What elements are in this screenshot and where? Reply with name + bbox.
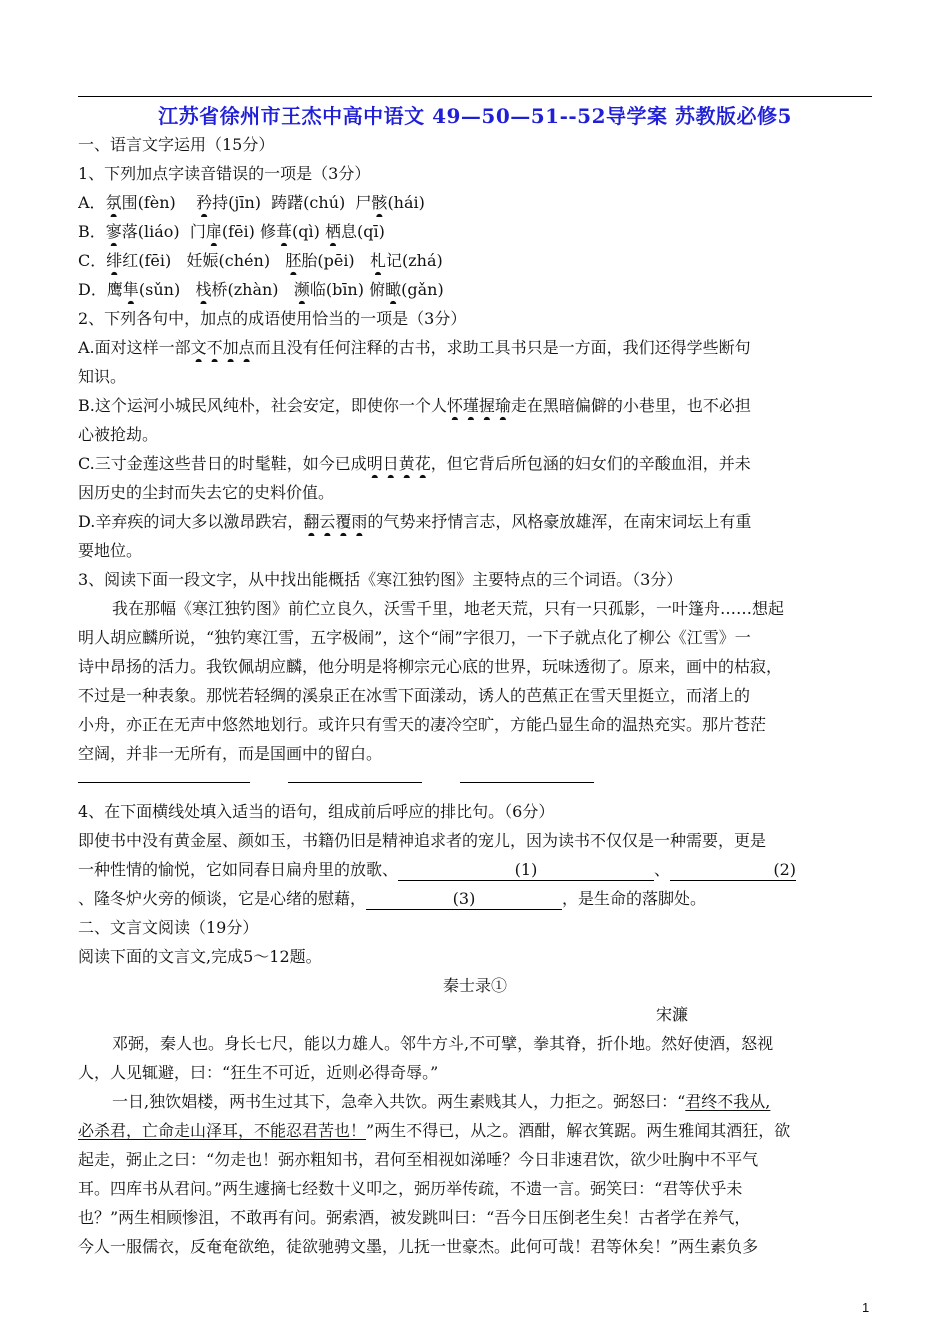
q4-line-1: 即使书中没有黄金屋、颜如玉，书籍仍旧是精神追求者的宠儿，因为读书不仅仅是一种需要，更是: [78, 831, 767, 850]
q4-stem: 4、在下面横线处填入适当的语句，组成前后呼应的排比句。（6分）: [78, 802, 555, 821]
section-heading-2: 二、文言文阅读（19分）: [78, 918, 259, 937]
q4-blank-3[interactable]: (3): [366, 889, 562, 910]
q3-answer-blank-3[interactable]: [460, 782, 594, 783]
q3-passage-line: 我在那幅《寒江独钓图》前伫立良久，沃雪千里，地老天荒，只有一只孤影，一叶篷舟……想起: [112, 599, 785, 618]
q2-option-b: B.这个运河小城民风纯朴，社会安定，即使你一个人怀瑾握瑜走在黑暗偏僻的小巷里，也不必担: [78, 396, 751, 415]
reading-intro: 阅读下面的文言文,完成5～12题。: [78, 947, 322, 966]
q2-option-c: C.三寸金莲这些昔日的时髦鞋，如今已成明日黄花，但它背后所包涵的妇女们的辛酸血泪，并未: [78, 454, 751, 473]
essay-author: 宋濂: [656, 1005, 689, 1024]
section-heading-1: 一、语言文字运用（15分）: [78, 135, 275, 154]
q3-answer-blank-2[interactable]: [288, 782, 422, 783]
page-number: 1: [862, 1300, 870, 1315]
essay-title: 秦士录①: [442, 976, 507, 995]
q2-option-d: D.辛弃疾的词大多以激昂跌宕，翻云覆雨的气势来抒情言志，风格豪放雄浑，在南宋词坛上有重: [78, 512, 752, 531]
q2-option-d-cont: 要地位。: [78, 541, 143, 560]
q3-answer-blank-1[interactable]: [78, 782, 250, 783]
q1-option-b: B．寥落(liáo) 门扉(fēi) 修葺(qì) 栖息(qī): [78, 222, 385, 241]
underlined-quote: 必杀君，亡命走山泽耳，不能忍君苦也！: [78, 1121, 367, 1140]
q4-line-3: 、隆冬炉火旁的倾谈，它是心绪的慰藉， (3) ，是生命的落脚处。: [78, 889, 707, 908]
q3-passage-line: 不过是一种表象。那恍若轻绸的溪泉正在冰雪下面漾动，诱人的芭蕉正在雪天里挺立，而渚上的: [78, 686, 751, 705]
q3-passage-line: 诗中昂扬的活力。我钦佩胡应麟，他分明是将柳宗元心底的世界，玩味透彻了。原来，画中的枯寂，: [78, 657, 783, 676]
essay-line: 起走，弼止之曰：“勿走也！弼亦粗知书，君何至相视如涕唾？今日非速君饮，欲少吐胸中不平气: [78, 1150, 759, 1169]
q2-option-b-cont: 心被抢劫。: [78, 425, 159, 444]
q4-line-2: 一种性情的愉悦，它如同春日扁舟里的放歌、 (1) 、 (2): [78, 860, 797, 879]
q3-stem: 3、阅读下面一段文字，从中找出能概括《寒江独钓图》主要特点的三个词语。（3分）: [78, 570, 683, 589]
q3-passage-line: 空阔，并非一无所有，而是国画中的留白。: [78, 744, 383, 763]
q1-option-c: C．绯红(fēi) 妊娠(chén) 胚胎(pēi) 札记(zhá): [78, 251, 443, 270]
document-body: [78, 130, 872, 1261]
essay-line: 必杀君，亡命走山泽耳，不能忍君苦也！”两生不得已，从之。酒酣，解衣箕踞。两生雅闻其酒狂，欲: [78, 1121, 791, 1140]
essay-line: 也？”两生相顾惨沮，不敢再有问。弼索酒，被发跳叫曰：“吾今日压倒老生矣！古者学在养气，: [78, 1208, 751, 1227]
essay-line: 人，人见辄避，曰：“狂生不可近，近则必得奇辱。”: [78, 1063, 439, 1082]
document-title: 江苏省徐州市王杰中高中语文 49—50—51--52导学案 苏教版必修5: [158, 104, 792, 128]
q3-passage-line: 明人胡应麟所说，“独钓寒江雪，五字极闹”，这个“闹”字很刀，一下子就点化了柳公《江雪》一: [78, 628, 751, 647]
q1-option-a: A．氛围(fèn) 矜持(jīn) 踌躇(chú) 尸骸(hái): [78, 193, 425, 212]
q2-stem: 2、下列各句中，加点的成语使用恰当的一项是（3分）: [78, 309, 467, 328]
q2-option-a-cont: 知识。: [78, 367, 127, 386]
q3-passage-line: 小舟，亦正在无声中悠然地划行。或许只有雪天的凄冷空旷，方能凸显生命的温热充实。那片苍茫: [78, 715, 767, 734]
q4-blank-1[interactable]: (1): [398, 860, 654, 881]
q1-option-d: D．鹰隼(sǔn) 栈桥(zhàn) 濒临(bīn) 俯瞰(gǎn): [78, 280, 444, 299]
q2-option-a: A.面对这样一部文不加点而且没有任何注释的古书，求助工具书只是一方面，我们还得学些断句: [78, 338, 751, 357]
underlined-quote: 君终不我从,: [685, 1092, 771, 1111]
q2-option-c-cont: 因历史的尘封而失去它的史料价值。: [78, 483, 335, 502]
header-rule: [78, 96, 872, 97]
essay-line: 邓弼，秦人也。身长七尺，能以力雄人。邻牛方斗,不可擘，拳其脊，折仆地。然好使酒，怒视: [112, 1034, 774, 1053]
q1-stem: 1、下列加点字读音错误的一项是（3分）: [78, 164, 371, 183]
essay-line: 今人一服儒衣，反奄奄欲绝，徒欲驰骋文墨，儿抚一世豪杰。此何可哉！君等休矣！”两生素负多: [78, 1237, 759, 1256]
q4-blank-2[interactable]: (2): [670, 860, 796, 881]
essay-line: 耳。四库书从君问。”两生遽摘七经数十义叩之，弼历举传疏，不遗一言。弼笑曰：“君等伏乎未: [78, 1179, 743, 1198]
essay-line: 一日,独饮娼楼，两书生过其下，急牵入共饮。两生素贱其人，力拒之。弼怒曰：“君终不我从,: [112, 1092, 771, 1111]
q3-answer-blanks: [78, 768, 872, 797]
